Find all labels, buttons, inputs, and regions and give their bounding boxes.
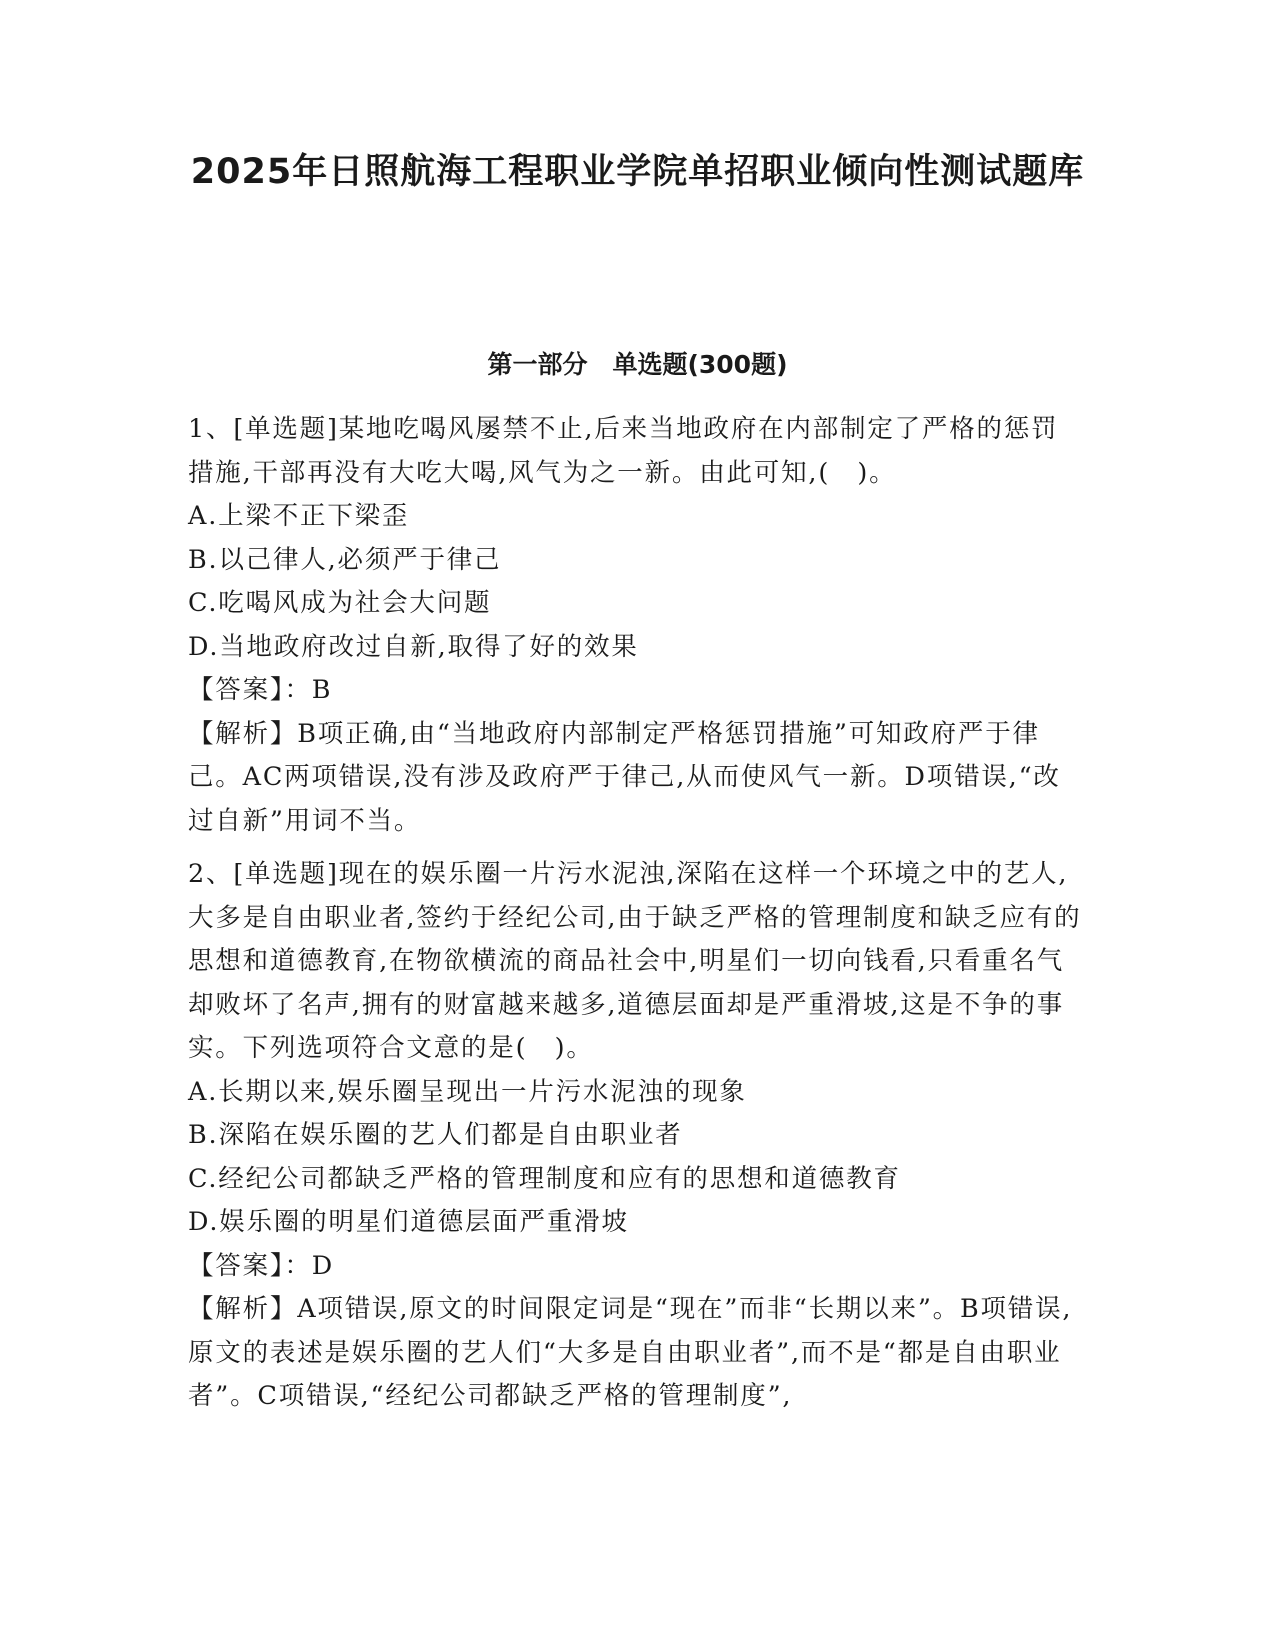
answer-separator: ：: [284, 1250, 312, 1281]
analysis-line: [188, 1288, 1083, 1419]
answer-label: 【答案】: [188, 675, 285, 705]
option-d: D.娱乐圈的明星们道德层面严重滑坡: [188, 1207, 629, 1237]
option-a: A.上梁不正下梁歪: [188, 501, 410, 531]
option-b: B.以己律人,必须严于律己: [188, 544, 502, 575]
answer-line: [188, 669, 1083, 713]
analysis-text: B项正确,由“当地政府内部制定严格惩罚措施”可知政府严于律己。AC两项错误,没有涉及政府严于律己,从而使风气一新。D项错误,“改过自新”用词不当。: [188, 718, 1061, 836]
document-title: 2025年日照航海工程职业学院单招职业倾向性测试题库: [190, 152, 1085, 192]
analysis-line: [188, 713, 1083, 844]
answer-label: 【答案】: [188, 1250, 285, 1281]
answer-value: B: [311, 675, 333, 705]
answer-separator: ：: [284, 675, 312, 705]
answer-value: D: [311, 1250, 335, 1281]
analysis-label: 【解析】: [188, 1294, 298, 1324]
option-c: C.吃喝风成为社会大问题: [188, 588, 492, 618]
option-a: A.长期以来,娱乐圈呈现出一片污水泥浊的现象: [188, 1076, 747, 1107]
question-list: [188, 408, 1083, 1429]
question-stem: 1、[单选题]某地吃喝风屡禁不止,后来当地政府在内部制定了严格的惩罚措施,干部再没有大吃大喝,风气为之一新。由此可知,( )。: [188, 414, 1059, 488]
analysis-text: A项错误,原文的时间限定词是“现在”而非“长期以来”。B项错误,原文的表述是娱乐圈的艺人们“大多是自由职业者”,而不是“都是自由职业者”。C项错误,“经纪公司都缺乏严格的管理制度”,: [188, 1294, 1073, 1411]
analysis-label: 【解析】: [188, 718, 298, 749]
option-d: D.当地政府改过自新,取得了好的效果: [188, 631, 639, 662]
answer-line: [188, 1245, 1083, 1289]
question-stem: 2、[单选题]现在的娱乐圈一片污水泥浊,深陷在这样一个环境之中的艺人,大多是自由职业者,签约于经纪公司,由于缺乏严格的管理制度和缺乏应有的思想和道德教育,在物欲横流的商品社会中,明星们一切向钱看,只看重名气却败坏了名声,拥有的财富越来越多,道德层面却是严重滑坡,这是不争的事实。下列选项符合文意的是( )。: [188, 859, 1082, 1063]
option-b: B.深陷在娱乐圈的艺人们都是自由职业者: [188, 1120, 683, 1150]
section-heading: 第一部分 单选题(300题): [487, 350, 788, 379]
question-item-1: [188, 408, 1083, 843]
option-c: C.经纪公司都缺乏严格的管理制度和应有的思想和道德教育: [188, 1163, 901, 1194]
question-item-2: [188, 853, 1083, 1419]
